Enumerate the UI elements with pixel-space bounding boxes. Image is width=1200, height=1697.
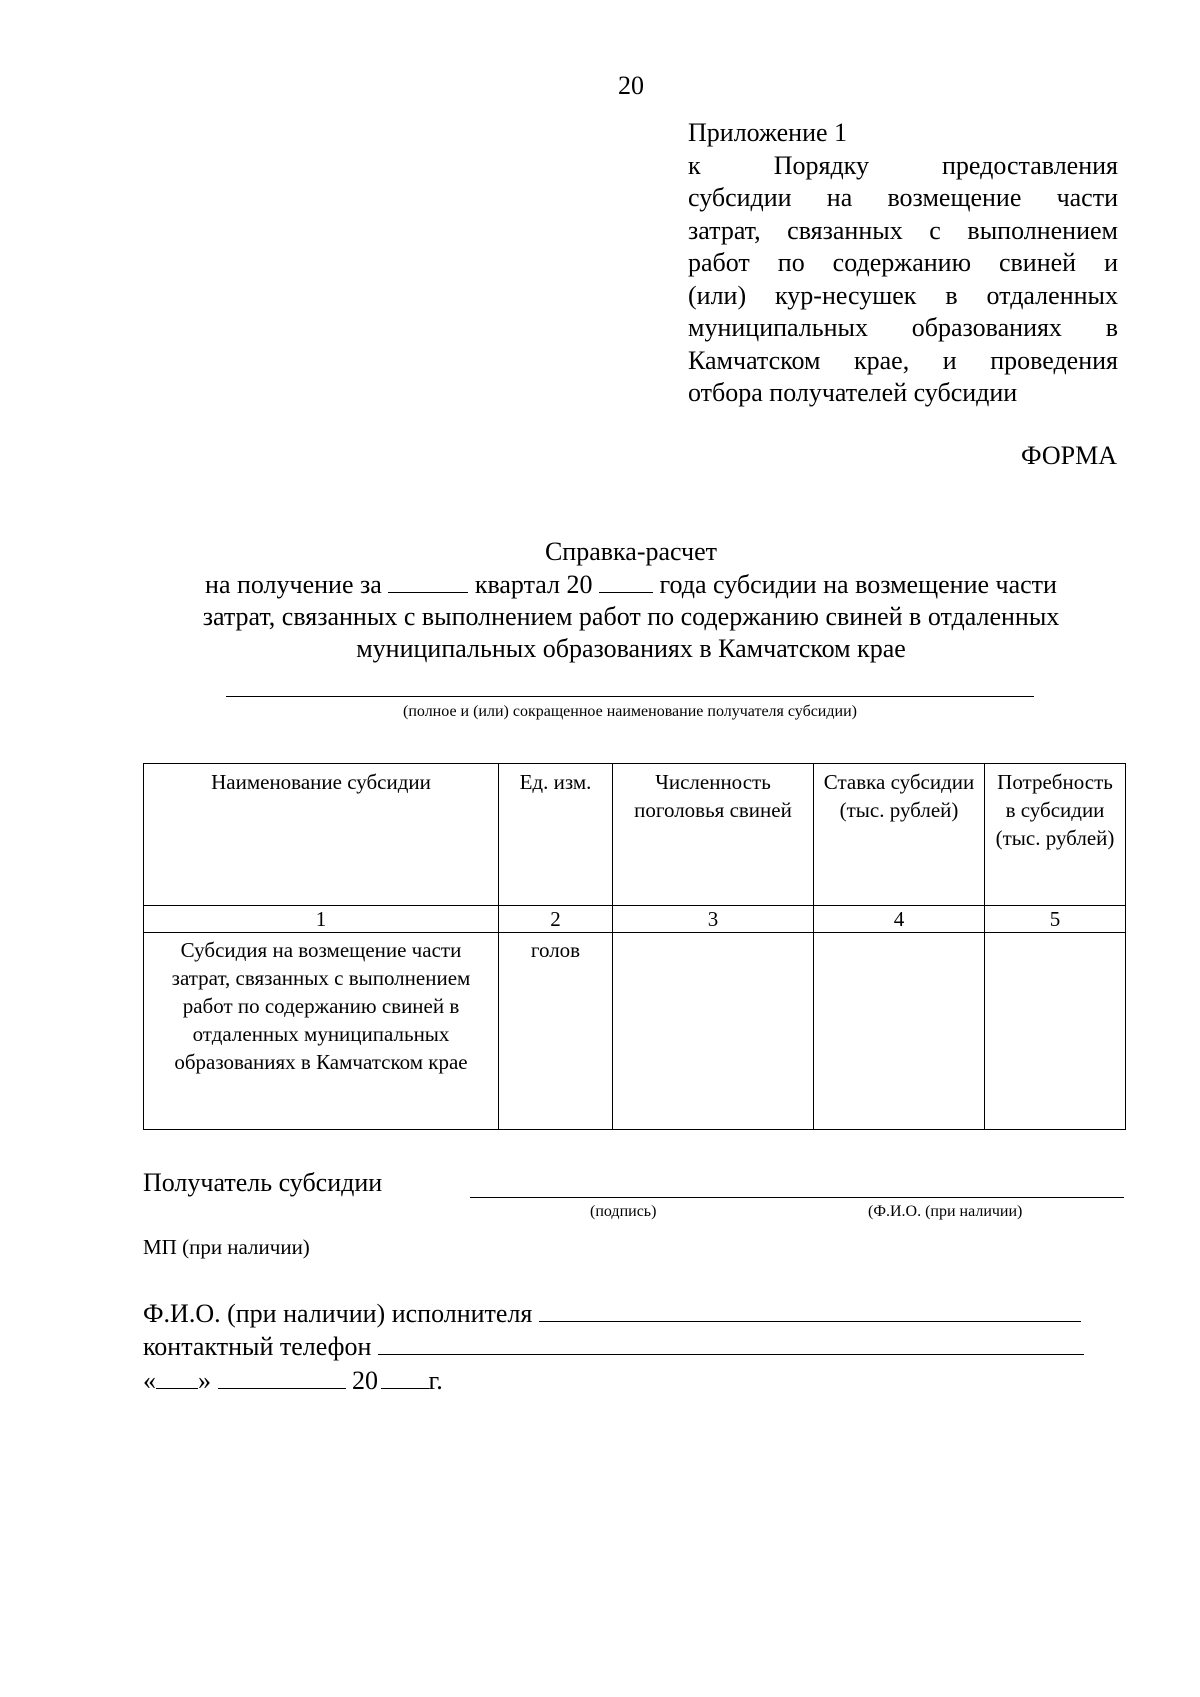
heading-title: Справка-расчет	[544, 537, 718, 566]
table-header-cell: Численность поголовья свиней	[613, 764, 814, 906]
heading-text: года субсидии на возмещение части	[659, 570, 1057, 599]
heading-text: квартал 20	[474, 570, 593, 599]
day-field[interactable]	[156, 1364, 198, 1389]
column-number: 1	[144, 906, 499, 933]
date-year-prefix: 20	[352, 1366, 378, 1395]
month-field[interactable]	[218, 1364, 346, 1389]
appendix-line: субсидии на возмещение части	[688, 183, 1118, 212]
name-caption: (Ф.И.О. (при наличии)	[868, 1203, 1023, 1220]
appendix-title: Приложение 1	[688, 118, 848, 147]
stamp-label: МП (при наличии)	[143, 1235, 310, 1259]
amount-cell[interactable]	[985, 933, 1126, 1130]
date-suffix: г.	[428, 1366, 443, 1395]
table-header-row	[144, 764, 1126, 906]
appendix-line: затрат, связанных с выполнением	[688, 215, 1118, 245]
recipient-name-field[interactable]	[226, 696, 1034, 697]
calculation-table	[143, 763, 1126, 1130]
column-number: 4	[814, 906, 985, 933]
date-quote-close: »	[198, 1366, 211, 1395]
appendix-line: (или) кур-несушек в отдаленных	[688, 280, 1118, 310]
appendix-line: Камчатском крае, и проведения	[688, 345, 1118, 375]
executor-name-field[interactable]	[539, 1297, 1081, 1322]
document-heading	[100, 536, 1162, 665]
signature-field[interactable]	[470, 1197, 1124, 1198]
unit-cell: голов	[499, 933, 613, 1130]
executor-name-label: Ф.И.О. (при наличии) исполнителя	[143, 1299, 533, 1328]
appendix-block	[688, 117, 1118, 410]
table-header-cell: Наименование субсидии	[144, 764, 499, 906]
appendix-line: к Порядку предоставления	[688, 150, 1118, 180]
table-row	[144, 933, 1126, 1130]
page-number: 20	[618, 71, 644, 100]
subsidy-name-cell: Субсидия на возмещение части затрат, связанных с выполнением работ по содержанию свиней в отдаленных муниципальных образованиях в Камчатском крае	[144, 933, 499, 1130]
form-label: ФОРМА	[1021, 441, 1117, 470]
phone-line	[143, 1330, 1084, 1363]
headcount-cell[interactable]	[613, 933, 814, 1130]
year-suffix-field[interactable]	[381, 1364, 429, 1389]
phone-label: контактный телефон	[143, 1332, 372, 1361]
heading-text: на получение за	[205, 570, 382, 599]
date-quote-open: «	[143, 1366, 156, 1395]
date-line	[143, 1364, 443, 1397]
heading-line-2: затрат, связанных с выполнением работ по содержанию свиней в отдаленных	[202, 602, 1060, 631]
signature-caption: (подпись)	[590, 1203, 657, 1220]
appendix-line: отбора получателей субсидии	[688, 378, 1018, 407]
column-number: 2	[499, 906, 613, 933]
column-number: 5	[985, 906, 1126, 933]
table-header-cell: Потребность в субсидии (тыс. рублей)	[985, 764, 1126, 906]
table-header-cell: Ед. изм.	[499, 764, 613, 906]
heading-line-1	[100, 568, 1162, 601]
executor-name-line	[143, 1297, 1081, 1330]
signer-label: Получатель субсидии	[143, 1168, 383, 1197]
rate-cell[interactable]	[814, 933, 985, 1130]
year-field[interactable]	[599, 568, 653, 593]
appendix-line: муниципальных образованиях в	[688, 313, 1118, 342]
recipient-caption: (полное и (или) сокращенное наименование получателя субсидии)	[403, 703, 857, 720]
table-header-cell: Ставка субсидии (тыс. рублей)	[814, 764, 985, 906]
phone-field[interactable]	[378, 1330, 1084, 1355]
column-number: 3	[613, 906, 814, 933]
appendix-line: работ по содержанию свиней и	[688, 248, 1118, 277]
table-number-row	[144, 906, 1126, 933]
heading-line-3: муниципальных образованиях в Камчатском крае	[356, 634, 906, 663]
quarter-field[interactable]	[388, 568, 468, 593]
